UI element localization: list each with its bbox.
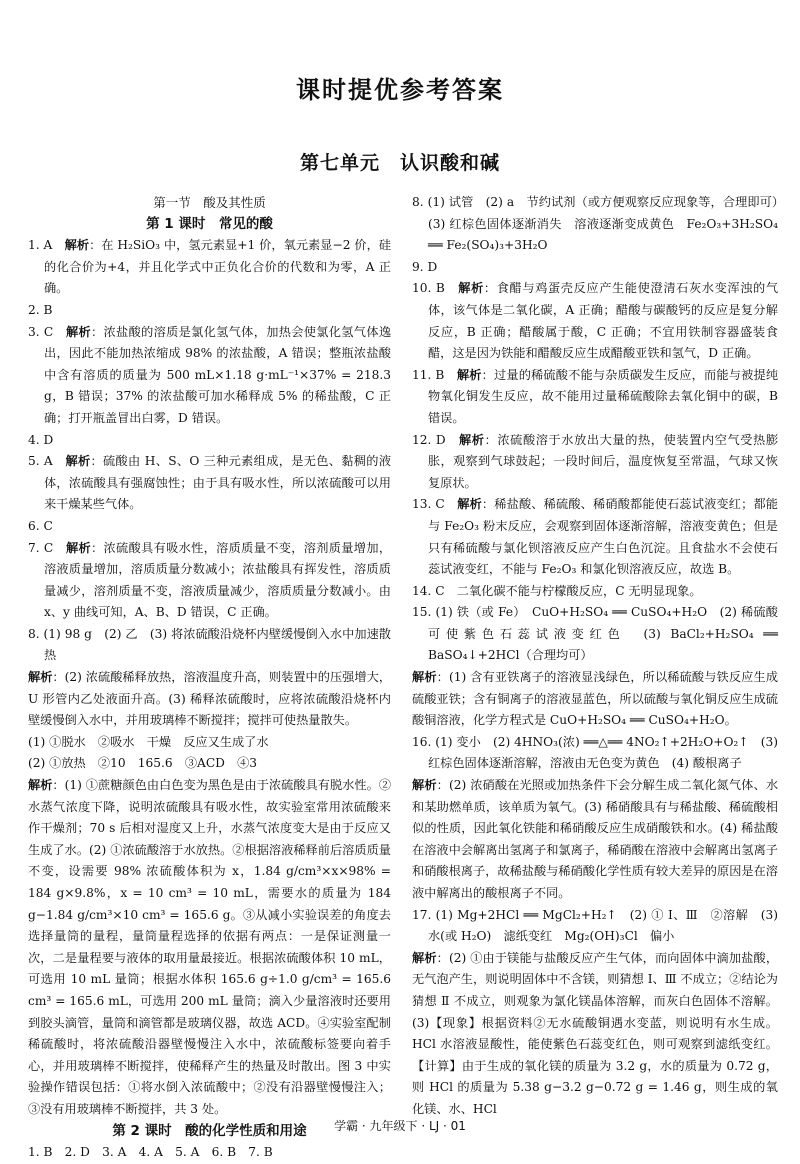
answer-line: (1) ①脱水 ②吸水 干燥 反应又生成了水 (28, 734, 269, 749)
page-footer: 学霸 · 九年级下 · LJ · 01 (334, 1119, 466, 1133)
answer-line: (2) ①放热 ②10 165.6 ③ACD ④3 (28, 756, 258, 771)
answer-line: 解析：(2) 浓硝酸在光照或加热条件下会分解生成二氧化氮气体、水和某助燃单质，该单质为氧气。(3) 稀硝酸具有与稀盐酸、稀硫酸相似的性质，因此氧化铁能和稀硝酸反应生成硝酸铁和水。(4) 稀盐酸在溶液中会解离出氢离子和氯离子，稀硝酸在溶液中会解离出氢离子和硝酸根离子，故稀盐酸与稀硝酸化学性质有较大差异的原因是在溶液中解离出的酸根离子不同。 (412, 778, 779, 900)
answer-line: 9. D (412, 259, 438, 274)
answer-line: 8. (1) 98 g (2) 乙 (3) 将浓硫酸沿烧杯内壁缓慢倒入水中加速散热 (28, 626, 391, 663)
lesson2-answers: 1. B 2. D 3. A 4. A 5. A 6. B 7. B (28, 1145, 273, 1160)
right-answer-list (412, 192, 791, 1121)
answer-line: 解析：(1) ①蔗糖颜色由白色变为黑色是由于浓硫酸具有脱水性。②水蒸气浓度下降，说明浓硫酸具有吸水性，故实验室常用浓硫酸来作干燥剂；70 s 后相对湿度又上升，水蒸气浓度变大是由于反应又生成了水。(2) ①浓硫酸溶于水放热。②根据溶液稀释前后溶质质量不变，设需要 98% 浓硫酸体积为 x，1.84 g/cm³×x×98% = 184 g×9.8%，x = 10 cm³ = 10 mL，需要水的质量为 184 g−1.84 g/cm³×10 cm³ = 165.6 g。③从减小实验误差的角度去选择量筒的量程，量筒量程选择的依据有两点：一是保证测量一次，二是量程要与液体的取用量最接近。根据浓硫酸体积 10 mL，可选用 10 mL 量筒；根据水体积 165.6 g÷1.0 g/cm³ = 165.6 cm³ = 165.6 mL，可选用 200 mL 量筒；滴入少量溶液时还要用到胶头滴管，量筒和滴管都是玻璃仪器，故选 ACD。④实验室配制稀硫酸时，将浓硫酸沿器壁慢慢注入水中，浓硫酸标签要向着手心，并用玻璃棒不断搅拌，使稀释产生的热量及时散出。图 3 中实验操作错误包括：①将水倒入浓硫酸中；②没有沿器壁慢慢注入；③没有用玻璃棒不断搅拌，共 3 处。 (28, 778, 392, 1116)
answer-line: 15. (1) 铁（或 Fe） CuO+H₂SO₄ ══ CuSO₄+H₂O (2) 稀硫酸可使紫色石蕊试液变红色 (3) BaCl₂+H₂SO₄ ══ BaSO₄↓+2HCl（合理均可） (412, 605, 778, 663)
section-heading: 第一节 酸及其性质 (153, 195, 266, 210)
answer-line: 7. C 解析：浓硫酸具有吸水性，溶质质量不变，溶剂质量增加，溶液质量增加，溶质质量分数减小；浓盐酸具有挥发性，溶质质量减少，溶剂质量不变，溶液质量减少，溶质质量分数减小。由 x、y 曲线可知，A、B、D 错误，C 正确。 (28, 540, 392, 620)
answer-line: 解析：(2) 浓硫酸稀释放热，溶液温度升高，则装置中的压强增大，U 形管内乙处液面升高。(3) 稀释浓硫酸时，应将浓硫酸沿烧杯内壁缓慢倒入水中，并用玻璃棒不断搅拌；搅拌可使热量散失。 (28, 670, 392, 728)
unit-title: 第七单元 认识酸和碱 (299, 152, 500, 174)
answer-line: 14. C 二氧化碳不能与柠檬酸反应，C 无明显现象。 (412, 583, 702, 598)
answer-line: 13. C 解析：稀盐酸、稀硫酸、稀硝酸都能使石蕊试液变红；都能与 Fe₂O₃ 粉末反应，会观察到固体逐渐溶解，溶液变黄色；但是只有稀硫酸与氯化钡溶液反应产生白色沉淀。且食盐水不会使石蕊试液变红，不能与 Fe₂O₃ 和氯化钡溶液反应，故选 B。 (412, 497, 778, 577)
answer-line: 解析：(1) 含有亚铁离子的溶液显浅绿色，所以稀硫酸与铁反应生成硫酸亚铁；含有铜离子的溶液显蓝色，所以硫酸与氧化铜反应生成硫酸铜溶液，化学方程式是 CuO+H₂SO₄ ══ CuSO₄+H₂O。 (412, 670, 779, 728)
answer-line: 2. B (28, 302, 53, 317)
left-column (28, 192, 391, 1164)
answer-line: 10. B 解析：食醋与鸡蛋壳反应产生能使澄清石灰水变浑浊的气体，该气体是二氧化碳，A 正确；醋酸与碳酸钙的反应是复分解反应，B 正确；醋酸属于酸，C 正确；不宜用铁制容器盛装食醋，这是因为铁能和醋酸反应生成醋酸亚铁和氢气，D 正确。 (412, 281, 779, 361)
answer-line: 解析：(2) ①由于镁能与盐酸反应产生气体，而向固体中滴加盐酸，无气泡产生，则说明固体中不含镁，则猜想 Ⅰ、Ⅲ 不成立；②结论为猜想 Ⅱ 不成立，则观象为氯化镁晶体溶解，而灰白色固体不溶解。(3)【现象】根据资料②无水硫酸铜遇水变蓝，则说明有水生成。HCl 水溶液显酸性，能使紫色石蕊变红色，则可观察到滤纸变红。【计算】由于生成的氧化镁的质量为 3.2 g，水的质量为 0.72 g，则 HCl 的质量为 5.38 g−3.2 g−0.72 g = 1.46 g，则生成的氧化镁、水、HCl (412, 950, 779, 1116)
left-answer-list (28, 235, 391, 1120)
lesson2-heading: 第 2 课时 酸的化学性质和用途 (112, 1122, 307, 1139)
answer-line: 4. D (28, 432, 54, 447)
answer-line: 6. C (28, 518, 53, 533)
lesson1-heading: 第 1 课时 常见的酸 (146, 215, 273, 232)
answer-line: 8. (1) 试管 (2) a 节约试剂（或方便观察反应现象等，合理即可） (3) 红棕色固体逐渐消失 溶液逐渐变成黄色 Fe₂O₃+3H₂SO₄ ══ Fe₂(SO₄)₃+3H₂O (412, 195, 791, 253)
page-title: 课时提优参考答案 (296, 76, 504, 104)
answer-line: 1. A 解析：在 H₂SiO₃ 中，氢元素显+1 价，氧元素显−2 价，硅的化合价为+4，并且化学式中正负化合价的代数和为零，A 正确。 (28, 238, 392, 296)
answer-line: 16. (1) 变小 (2) 4HNO₃(浓) ══△══ 4NO₂↑+2H₂O+O₂↑ (3) 红棕色固体逐渐溶解，溶液由无色变为黄色 (4) 酸根离子 (412, 734, 778, 771)
answer-line: 5. A 解析：硫酸由 H、S、O 三种元素组成，是无色、黏稠的液体，浓硫酸具有强腐蚀性；由于具有吸水性，所以浓硫酸可以用来干燥某些气体。 (28, 454, 392, 512)
answer-line: 11. B 解析：过量的稀硫酸不能与杂质碳发生反应，而能与被提纯物氧化铜发生反应，故不能用过量稀硫酸除去氧化铜中的碳，B 错误。 (412, 367, 779, 425)
answer-line: 3. C 解析：浓盐酸的溶质是氯化氢气体，加热会使氯化氢气体逸出，因此不能加热浓缩成 98% 的浓盐酸，A 错误；整瓶浓盐酸中含有溶质的质量为 500 mL×1.18 g·mL⁻¹×37% = 218.3 g，B 错误；37% 的浓盐酸可加水稀释成 5% 的稀盐酸，C 正确；打开瓶盖冒出白雾，D 错误。 (28, 324, 392, 425)
right-column (412, 192, 791, 1121)
answer-line: 12. D 解析：浓硫酸溶于水放出大量的热，使装置内空气受热膨胀，观察到气球鼓起；一段时间后，温度恢复至常温，气球又恢复原状。 (412, 432, 779, 490)
answer-line: 17. (1) Mg+2HCl ══ MgCl₂+H₂↑ (2) ① Ⅰ、Ⅲ ②溶解 (3) 水(或 H₂O) 滤纸变红 Mg₂(OH)₃Cl 偏小 (412, 907, 778, 944)
